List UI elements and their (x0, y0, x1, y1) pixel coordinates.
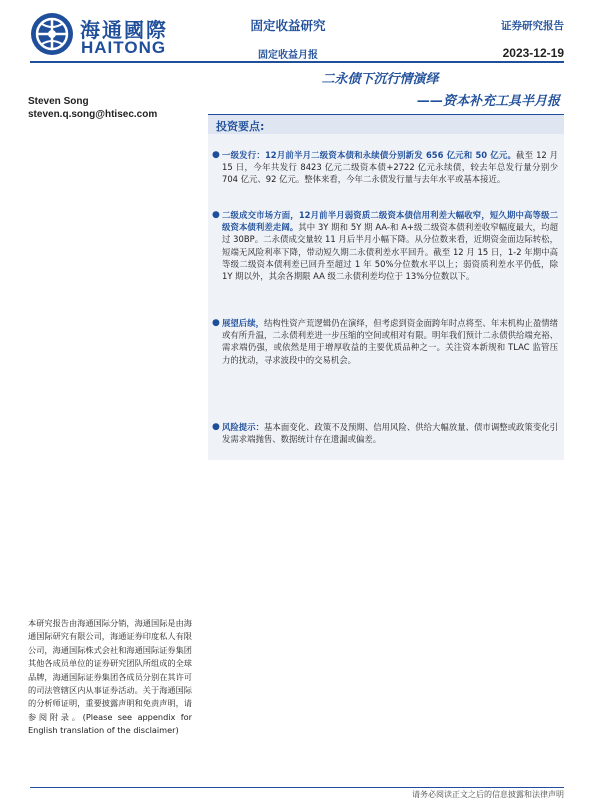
key-point-highlight: 风险提示： (222, 422, 265, 432)
research-category: 固定收益研究 (250, 18, 326, 33)
key-point-body: 其中 3Y 期和 5Y 期 AA-和 A+级二级资本债利差收窄幅度最大，均超过 30BP。二永债成交量较 11 月后半月小幅下降。从分位数来看，近期资金面边际转松，短端无风险利率下降，带动短久期二永债利差水平回升。截至 12 月 15 日，1-2 年期中高等级二级资本债利差已回升至超过 1 年 50%分位数水平以上；弱资质利差水平仍低，除 1Y 期以外，其余各期限 AA 级二永债利差均位于 13%分位数以下。 (222, 222, 558, 282)
author-block (28, 95, 157, 121)
report-series: 固定收益月报 (258, 50, 318, 61)
key-point-body: 截至 12 月 15 日，今年共发行 8423 亿元二级资本债+2722 亿元永续债，较去年总发行量分别少 704 亿元、92 亿元。整体来看，今年二永债发行量与去年水平或基本接近。 (222, 150, 559, 185)
header-right (501, 18, 564, 60)
footer-notice: 请务必阅读正文之后的信息披露和法律声明 (412, 790, 564, 799)
key-point-item (212, 421, 559, 445)
bullet-icon: ● (212, 150, 220, 160)
company-logo (30, 10, 190, 58)
key-points-heading: 投资要点: (216, 120, 265, 133)
bullet-icon: ● (212, 422, 220, 432)
report-type: 证券研究报告 (501, 20, 564, 32)
key-point-item (212, 209, 558, 282)
key-point-highlight: 展望后续， (222, 318, 265, 328)
author-name: Steven Song (28, 96, 89, 107)
report-date: 2023-12-19 (502, 46, 564, 60)
header-divider (30, 61, 564, 63)
footer-divider (30, 787, 564, 788)
logo-text-en: HAITONG (81, 38, 167, 57)
haitong-logo-icon (30, 12, 74, 56)
disclaimer-text: 本研究报告由海通国际分销，海通国际是由海通国际研究有限公司，海通证券印度私人有限公司，海通国际株式会社和海通国际证券集团其他各成员单位的证券研究团队所组成的全球品牌，海通国际证券集团各成员分别在其许可的司法管辖区内从事证券活动。关于海通国际的分析师证明，重要披露声明和免责声明，请参阅附录。(Please see appendix for English translation of the disclaimer) (28, 618, 192, 736)
key-point-highlight: 一级发行：12月前半月二级资本债和永续债分别新发 656 亿元和 50 亿元。 (222, 150, 517, 160)
header-center (228, 16, 348, 61)
bullet-icon: ● (212, 210, 220, 220)
bullet-icon: ● (212, 318, 220, 328)
key-point-item (212, 317, 559, 366)
author-email[interactable]: steven.q.song@htisec.com (28, 109, 158, 120)
key-points-header (208, 114, 564, 134)
logo-text-cn: 海通國際 (80, 18, 168, 42)
key-point-highlight: 二级成交市场方面，12月前半月弱资质二级资本债信用利差大幅收窄，短久期中高等级二级资本债利差走阔。 (222, 210, 558, 233)
key-point-body: 基本面变化、政策不及预期、信用风险、供给大幅放量、债市调整或政策变化引发需求端抛售、数据统计存在遗漏或偏差。 (222, 422, 559, 445)
report-subtitle: ——资本补充工具半月报 (416, 94, 560, 109)
key-point-item (212, 149, 559, 186)
key-point-body: 结构性资产荒逻辑仍在演绎，但考虑到资金面跨年时点将至、年末机构止盈情绪或有所升温，二永债利差进一步压缩的空间或相对有限。明年我们预计二永债供给端充裕、需求端仍强，或依然是用于增厚收益的主要优质品种之一。关注资本新规和 TLAC 监管压力的扰动，寻求波段中的交易机会。 (222, 318, 559, 365)
report-title: 二永债下沉行情演绎 (321, 72, 439, 87)
